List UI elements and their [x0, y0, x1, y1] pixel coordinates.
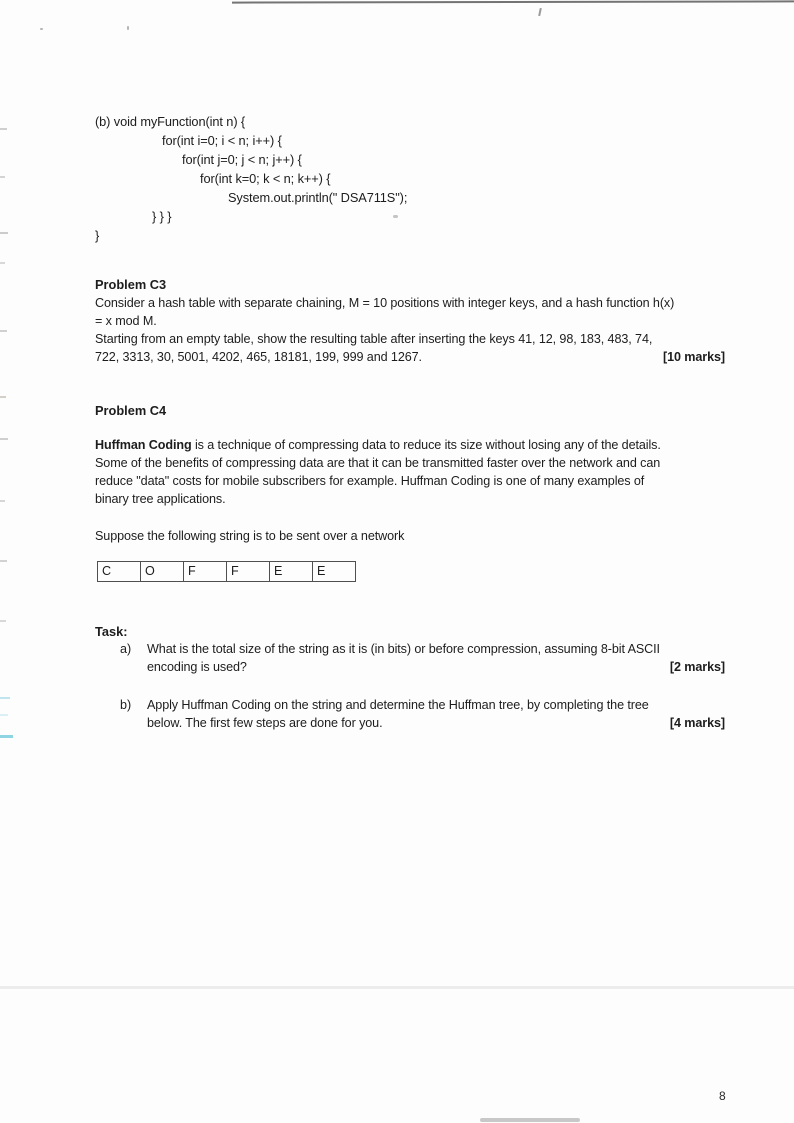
- string-cell: C: [97, 561, 141, 582]
- string-cell: F: [227, 561, 270, 582]
- code-line: for(int j=0; j < n; j++) {: [182, 152, 302, 167]
- marks-label-task-b: [4 marks]: [669, 716, 725, 730]
- paragraph-line: Huffman Coding is a technique of compressing data to reduce its size without losing any of the details.: [95, 438, 661, 452]
- paragraph-line: 722, 3313, 30, 5001, 4202, 465, 18181, 199, 999 and 1267.: [95, 350, 422, 364]
- problem-c3-instruction: [95, 330, 725, 366]
- string-cell: F: [184, 561, 227, 582]
- scan-artifact-left-cyan-line: [0, 735, 13, 738]
- task-line: below. The first few steps are done for you.: [147, 716, 383, 730]
- task-item-b-label: b): [120, 698, 132, 712]
- scan-artifact-left-cyan-dash-2: [0, 714, 8, 716]
- task-line: Apply Huffman Coding on the string and determine the Huffman tree, by completing the tree: [147, 698, 649, 712]
- scan-artifact-speck-1: [40, 28, 43, 30]
- scan-artifact-left-dash: [0, 128, 7, 130]
- problem-c4-heading: Problem C4: [95, 403, 167, 418]
- task-line-with-marks: [147, 714, 725, 732]
- scan-artifact-left-dash: [0, 330, 7, 332]
- task-item-a-label: a): [120, 642, 132, 656]
- string-cell: E: [313, 561, 356, 582]
- code-line: (b) void myFunction(int n) {: [95, 114, 246, 129]
- code-snippet-b: [95, 112, 725, 245]
- task-item-b: [95, 696, 725, 732]
- huffman-coding-bold-term: Huffman Coding: [95, 438, 192, 452]
- string-cell: E: [270, 561, 313, 582]
- suppose-string-line: Suppose the following string is to be sent over a network: [95, 529, 405, 543]
- paragraph-line: Consider a hash table with separate chaining, M = 10 positions with integer keys, and a hash function h(x): [95, 296, 675, 310]
- paragraph-line: Some of the benefits of compressing data are that it can be transmitted faster over the network and can: [95, 456, 661, 470]
- scan-artifact-top-tick: [538, 8, 541, 16]
- scan-artifact-left-dash: [0, 396, 6, 398]
- task-item-a: [95, 640, 725, 676]
- marks-label-c3: [10 marks]: [662, 350, 725, 364]
- page-number: 8: [719, 1089, 726, 1103]
- task-line: encoding is used?: [147, 660, 247, 674]
- coffee-string-table: [97, 561, 356, 582]
- string-cell: O: [141, 561, 184, 582]
- paragraph-line: binary tree applications.: [95, 492, 226, 506]
- problem-c3-heading: Problem C3: [95, 277, 167, 292]
- scan-artifact-left-dash: [0, 560, 7, 562]
- paragraph-line: reduce "data" costs for mobile subscribers for example. Huffman Coding is one of many examples of: [95, 474, 645, 488]
- paragraph-line: Starting from an empty table, show the resulting table after inserting the keys 41, 12, 98, 183, 483, 74,: [95, 332, 653, 346]
- scan-artifact-left-dash: [0, 500, 5, 502]
- task-heading: Task:: [95, 624, 128, 639]
- scan-artifact-left-dash: [0, 620, 6, 622]
- problem-c4-intro: [95, 436, 725, 508]
- code-line: } } }: [152, 209, 172, 224]
- scan-artifact-left-dash: [0, 176, 5, 178]
- code-line: System.out.println(" DSA711S");: [228, 190, 408, 205]
- scan-artifact-left-dash: [0, 232, 8, 234]
- code-line: }: [95, 228, 100, 243]
- scan-artifact-faint-fold-line: [0, 986, 794, 989]
- paragraph-line: = x mod M.: [95, 314, 157, 328]
- scan-artifact-left-dash: [0, 438, 8, 440]
- scan-artifact-left-cyan-dash-1: [0, 697, 10, 699]
- code-line: for(int i=0; i < n; i++) {: [162, 133, 282, 148]
- marks-label-task-a: [2 marks]: [669, 660, 725, 674]
- problem-c3-statement: [95, 294, 725, 330]
- scan-artifact-top-edge-line: [232, 0, 794, 3]
- task-line: What is the total size of the string as it is (in bits) or before compression, assuming 8-bit ASCII: [147, 642, 660, 656]
- paragraph-line-with-marks: [95, 348, 725, 366]
- scan-artifact-bottom-smudge: [480, 1118, 580, 1122]
- code-line: for(int k=0; k < n; k++) {: [200, 171, 331, 186]
- scan-artifact-left-dash: [0, 262, 5, 264]
- task-line-with-marks: [147, 658, 725, 676]
- scan-artifact-speck-2: [127, 26, 129, 30]
